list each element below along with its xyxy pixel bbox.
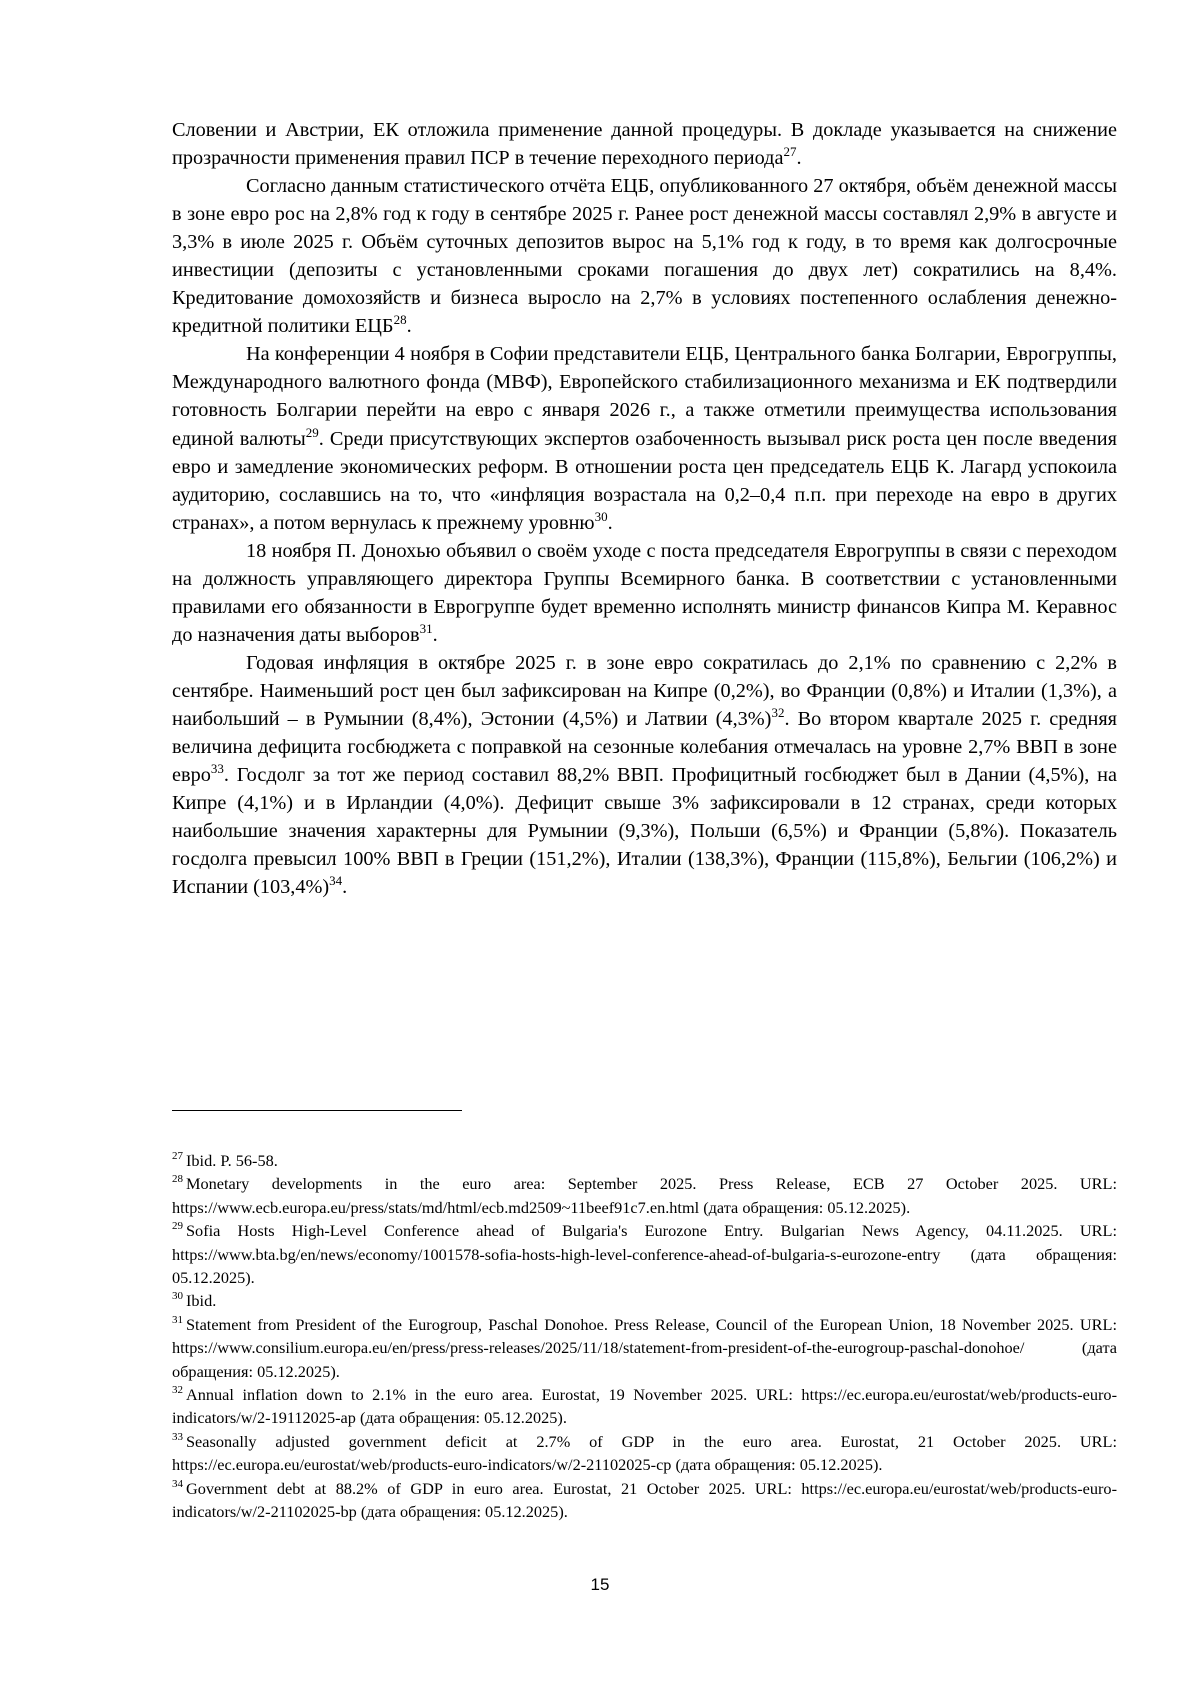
text-run: . Среди присутствующих экспертов озабоченность вызывал риск роста цен после введения евро и замедление экономических реформ. В отношении роста цен председатель ЕЦБ К. Лагард успокоила аудиторию, сославшись на то, что «инфляция возрастала на 0,2–0,4 п.п. при переходе на евро в других странах», а потом вернулась к прежнему уровню bbox=[172, 427, 1117, 534]
footnote-27 bbox=[172, 1149, 1117, 1172]
footnote-28 bbox=[172, 1172, 1117, 1219]
footnote-30 bbox=[172, 1289, 1117, 1312]
text-run: На конференции 4 ноября в Софии представители ЕЦБ, Центрального банка Болгарии, Еврогруппы, Международного валютного фонда (МВФ), Европейского стабилизационного механизма и ЕК подтвердили готовность Болгарии перейти на евро с января 2026 г., а также отметили преимущества использования единой валюты bbox=[172, 343, 1117, 450]
footnote-text: Ibid. bbox=[186, 1291, 217, 1311]
text-run: Словении и Австрии, ЕК отложила применение данной процедуры. В докладе указывается на снижение прозрачности применения правил ПСР в течение переходного периода bbox=[172, 119, 1117, 170]
footnote-text[interactable]: Government debt at 88.2% of GDP in euro area. Eurostat, 21 October 2025. URL: https://ec.europa.eu/eurostat/web/products-euro-indicators/w/2-21102025-bp (дата обращения: 05.12.2025). bbox=[172, 1478, 1117, 1522]
paragraph-2 bbox=[172, 172, 1117, 340]
footnote-ref-30[interactable]: 30 bbox=[594, 508, 608, 524]
footnote-33 bbox=[172, 1430, 1117, 1477]
footnotes bbox=[172, 1149, 1117, 1524]
footnote-number: 33 bbox=[172, 1430, 183, 1443]
text-run: . bbox=[406, 315, 412, 338]
footnote-number: 28 bbox=[172, 1173, 183, 1186]
footnote-text[interactable]: Statement from President of the Eurogroup, Paschal Donohoe. Press Release, Council of the European Union, 18 November 2025. URL: https://www.consilium.europa.eu/en/press/press-releases/2025/11/18/statement-from-president-of-the-eurogroup-paschal-donohoe/ (дата обращения: 05.12.2025). bbox=[172, 1314, 1117, 1381]
footnote-32 bbox=[172, 1383, 1117, 1430]
text-run: . bbox=[796, 147, 802, 170]
footnote-ref-28[interactable]: 28 bbox=[393, 312, 407, 328]
text-run: . bbox=[342, 876, 348, 899]
text-run: . bbox=[432, 623, 438, 646]
footnote-text: Ibid. P. 56-58. bbox=[186, 1151, 278, 1170]
footnote-number: 32 bbox=[172, 1384, 183, 1397]
footnote-ref-33[interactable]: 33 bbox=[210, 761, 224, 777]
footnote-text[interactable]: Annual inflation down to 2.1% in the euro area. Eurostat, 19 November 2025. URL: https://ec.europa.eu/eurostat/web/products-euro-indicators/w/2-19112025-ap (дата обращения: 05.12.2025). bbox=[172, 1385, 1117, 1428]
footnote-text[interactable]: Monetary developments in the euro area: September 2025. Press Release, ECB 27 October 2025. URL: https://www.ecb.europa.eu/press/stats/md/html/ecb.md2509~11beef91c7.en.html (дата обращения: 05.12.2025). bbox=[172, 1174, 1117, 1217]
paragraph-5 bbox=[172, 649, 1117, 901]
footnote-text[interactable]: Seasonally adjusted government deficit at 2.7% of GDP in the euro area. Eurostat, 21 October 2025. URL: https://ec.europa.eu/eurostat/web/products-euro-indicators/w/2-21102025-cp (дата обращения: 05.12.2025). bbox=[172, 1431, 1117, 1475]
footnote-number: 27 bbox=[172, 1150, 183, 1162]
footnote-ref-34[interactable]: 34 bbox=[329, 873, 343, 889]
footnote-34 bbox=[172, 1477, 1117, 1524]
footnote-ref-29[interactable]: 29 bbox=[305, 424, 319, 440]
footnote-separator bbox=[172, 1110, 462, 1111]
footnote-ref-31[interactable]: 31 bbox=[419, 620, 433, 636]
text-run: Согласно данным статистического отчёта ЕЦБ, опубликованного 27 октября, объём денежной массы в зоне евро рос на 2,8% год к году в сентябре 2025 г. Ранее рост денежной массы составлял 2,9% в августе и 3,3% в июле 2025 г. Объём суточных депозитов вырос на 5,1% год к году, в то время как долгосрочные инвестиции (депозиты с установленными сроками погашения до двух лет) сократились на 8,4%. Кредитование домохозяйств и бизнеса выросло на 2,7% в условиях постепенного ослабления денежно-кредитной политики ЕЦБ bbox=[172, 175, 1117, 338]
footnote-number: 34 bbox=[172, 1477, 183, 1490]
main-text bbox=[172, 116, 1117, 901]
footnote-number: 29 bbox=[172, 1220, 183, 1233]
paragraph-4 bbox=[172, 537, 1117, 649]
paragraph-1 bbox=[172, 116, 1117, 172]
footnote-text[interactable]: Sofia Hosts High-Level Conference ahead of Bulgaria's Eurozone Entry. Bulgarian News Agency, 04.11.2025. URL: https://www.bta.bg/en/news/economy/1001578-sofia-hosts-high-level-conference-ahead-of-bulgaria-s-eurozone-entry (дата обращения: 05.12.2025). bbox=[172, 1221, 1117, 1288]
footnote-ref-27[interactable]: 27 bbox=[783, 144, 797, 160]
text-run: . bbox=[607, 511, 613, 534]
paragraph-3 bbox=[172, 340, 1117, 536]
footnote-number: 30 bbox=[172, 1290, 183, 1303]
footnote-31 bbox=[172, 1313, 1117, 1383]
page-number: 15 bbox=[590, 1575, 610, 1594]
text-run: . Во втором квартале 2025 г. средняя величина дефицита госбюджета с поправкой на сезонные колебания отмечалась на уровне 2,7% ВВП в зоне евро bbox=[172, 707, 1117, 787]
text-run: Годовая инфляция в октябре 2025 г. в зоне евро сократилась до 2,1% по сравнению с 2,2% в сентябре. Наименьший рост цен был зафиксирован на Кипре (0,2%), во Франции (0,8%) и Италии (1,3%), а наибольший – в Румынии (8,4%), Эстонии (4,5%) и Латвии (4,3%) bbox=[172, 651, 1117, 730]
text-run: . Госдолг за тот же период составил 88,2% ВВП. Профицитный госбюджет был в Дании (4,5%), на Кипре (4,1%) и в Ирландии (4,0%). Дефицит свыше 3% зафиксировали в 12 странах, среди которых наибольшие значения характерны для Румынии (9,3%), Польши (6,5%) и Франции (5,8%). Показатель госдолга превысил 100% ВВП в Греции (151,2%), Италии (138,3%), Франции (115,8%), Бельгии (106,2%) и Испании (103,4%) bbox=[172, 764, 1117, 899]
footnote-number: 31 bbox=[172, 1313, 183, 1326]
footnote-29 bbox=[172, 1219, 1117, 1289]
footnote-ref-32[interactable]: 32 bbox=[771, 704, 785, 720]
text-run: 18 ноября П. Донохью объявил о своём уходе с поста председателя Еврогруппы в связи с переходом на должность управляющего директора Группы Всемирного банка. В соответствии с установленными правилами его обязанности в Еврогруппе будет временно исполнять министр финансов Кипра М. Керавнос до назначения даты выборов bbox=[172, 539, 1117, 646]
